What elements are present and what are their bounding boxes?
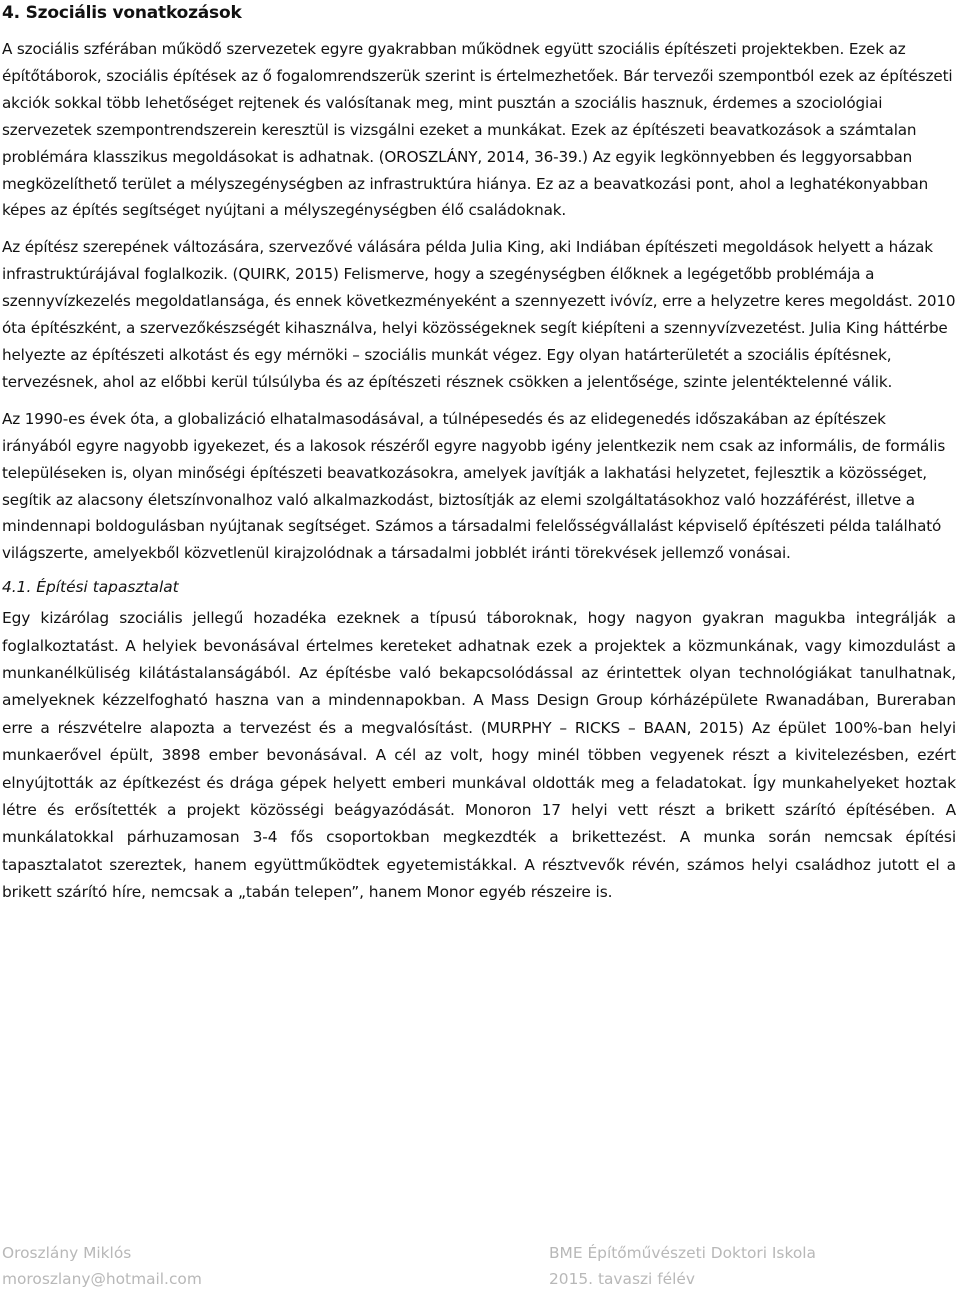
paragraph-globalization: Az 1990-es évek óta, a globalizáció elhatalmasodásával, a túlnépesedés és az elidegenedés időszakában az építészek irányából egyre nagyobb igyekezet, és a lakosok részéről egyre nagyobb igény jelentkezik nem csak az informális, de formális településeken is, olyan minőségi építészeti beavatkozásokra, amelyek javítják a lakhatási helyzetet, fejlesztik a közösséget, segítik az alacsony életszínvonalhoz való alkalmazkodást, biztosítják az elemi szolgáltatásokhoz való hozzáférést, illetve a mindennapi boldogulásban nyújtanak segítséget. Számos a társadalmi felelősségvállalást képviselő építészeti példa található világszerte, amelyekből közvetlenül kirajzolódnak a társadalmi jobblét iránti törekvések jellemző vonásai. <box>2 409 946 563</box>
footer-school: BME Építőművészeti Doktori Iskola <box>549 1244 816 1262</box>
subsection-title: 4.1. Építési tapasztalat <box>2 578 179 597</box>
footer-semester: 2015. tavaszi félév <box>549 1270 695 1288</box>
footer-author-email: moroszlany@hotmail.com <box>2 1270 202 1288</box>
section-title: 4. Szociális vonatkozások <box>2 3 242 23</box>
paragraph-julia-king: Az építész szerepének változására, szervezővé válására példa Julia King, aki Indiában építészeti megoldások helyett a házak infrastruktúrájával foglalkozik. (QUIRK, 2015) Felismerve, hogy a szegénységben élőknek a legégetőbb problémája a szennyvízkezelés megoldatlansága, és ennek következményeként a szennyezett ivóvíz, erre a helyzetre keres megoldást. 2010 óta építészként, a szervezőkészségét kihasználva, helyi közösségeknek segít kiépíteni a szennyvízvezetést. Julia King háttérbe helyezte az építészeti alkotást és egy mérnöki – szociális munkát végez. Egy olyan határterületét a szociális építésnek, tervezésnek, ahol az előbbi kerül túlsúlyba és az építészeti résznek csökken a jelentősége, szinte jelentéktelenné válik. <box>2 238 956 391</box>
paragraph-social-organizations: A szociális szférában működő szervezetek egyre gyakrabban működnek együtt szociális építészeti projektekben. Ezek az építőtáborok, szociális építések az ő fogalomrendszerük szerint is értelmezhetőek. Bár tervezői szempontból ezek az építészeti akciók sokkal több lehetőséget rejtenek és valósítanak meg, mint pusztán a szociális hasznuk, érdemes a szociológiai szervezetek szempontrendszerein keresztül is vizsgálni ezeket a munkákat. Ezek az építészeti beavatkozások a számtalan problémára klasszikus megoldásokat is adhatnak. (OROSZLÁNY, 2014, 36-39.) Az egyik legkönnyebben és leggyorsabban megközelíthető terület a mélyszegénységben az infrastruktúra hiánya. Ez az a beavatkozási pont, ahol a leghatékonyabban képes az építés segítséget nyújtani a mélyszegénységben élő családoknak. <box>2 40 953 220</box>
footer-institution <box>549 1240 816 1292</box>
document-page <box>2 0 956 907</box>
footer-author <box>2 1240 202 1292</box>
footer-author-name: Oroszlány Miklós <box>2 1244 132 1262</box>
paragraph-construction-experience: Egy kizárólag szociális jellegű hozadéka ezeknek a típusú táboroknak, hogy nagyon gyakran magukba integrálják a foglalkoztatást. A helyiek bevonásával értelmes kereteket adhatnak ezek a projektek a közmunkának, vagy kimozdulást a munkanélküliség kilátástalanságából. Az építésbe való bekapcsolódással az érintettek olyan technológiákat tanulhatnak, amelyeknek kézzelfogható haszna van a mindennapokban. A Mass Design Group kórházépülete Rwanadában, Bureraban erre a részvételre alapozta a tervezést és a megvalósítást. (MURPHY – RICKS – BAAN, 2015) Az épület 100%-ban helyi munkaerővel épült, 3898 ember bevonásával. A cél az volt, hogy minél többen vegyenek részt a kivitelezésben, ezért elnyújtották az építkezést és drága gépek helyett emberi munkával oldották meg a feladatokat. Így munkahelyeket hoztak létre és erősítették a projekt közösségi beágyazódását. Monoron 17 helyi vett részt a brikett szárító építésében. A munkálatokkal párhuzamosan 3-4 fős csoportokban megkezdték a brikettezést. A munka során nemcsak építési tapasztalatot szereztek, hanem együttműködtek egyetemistákkal. A résztvevők révén, számos helyi családhoz jutott el a brikett szárító híre, nemcsak a „tabán telepen”, hanem Monor egyéb részeire is. <box>2 609 956 902</box>
